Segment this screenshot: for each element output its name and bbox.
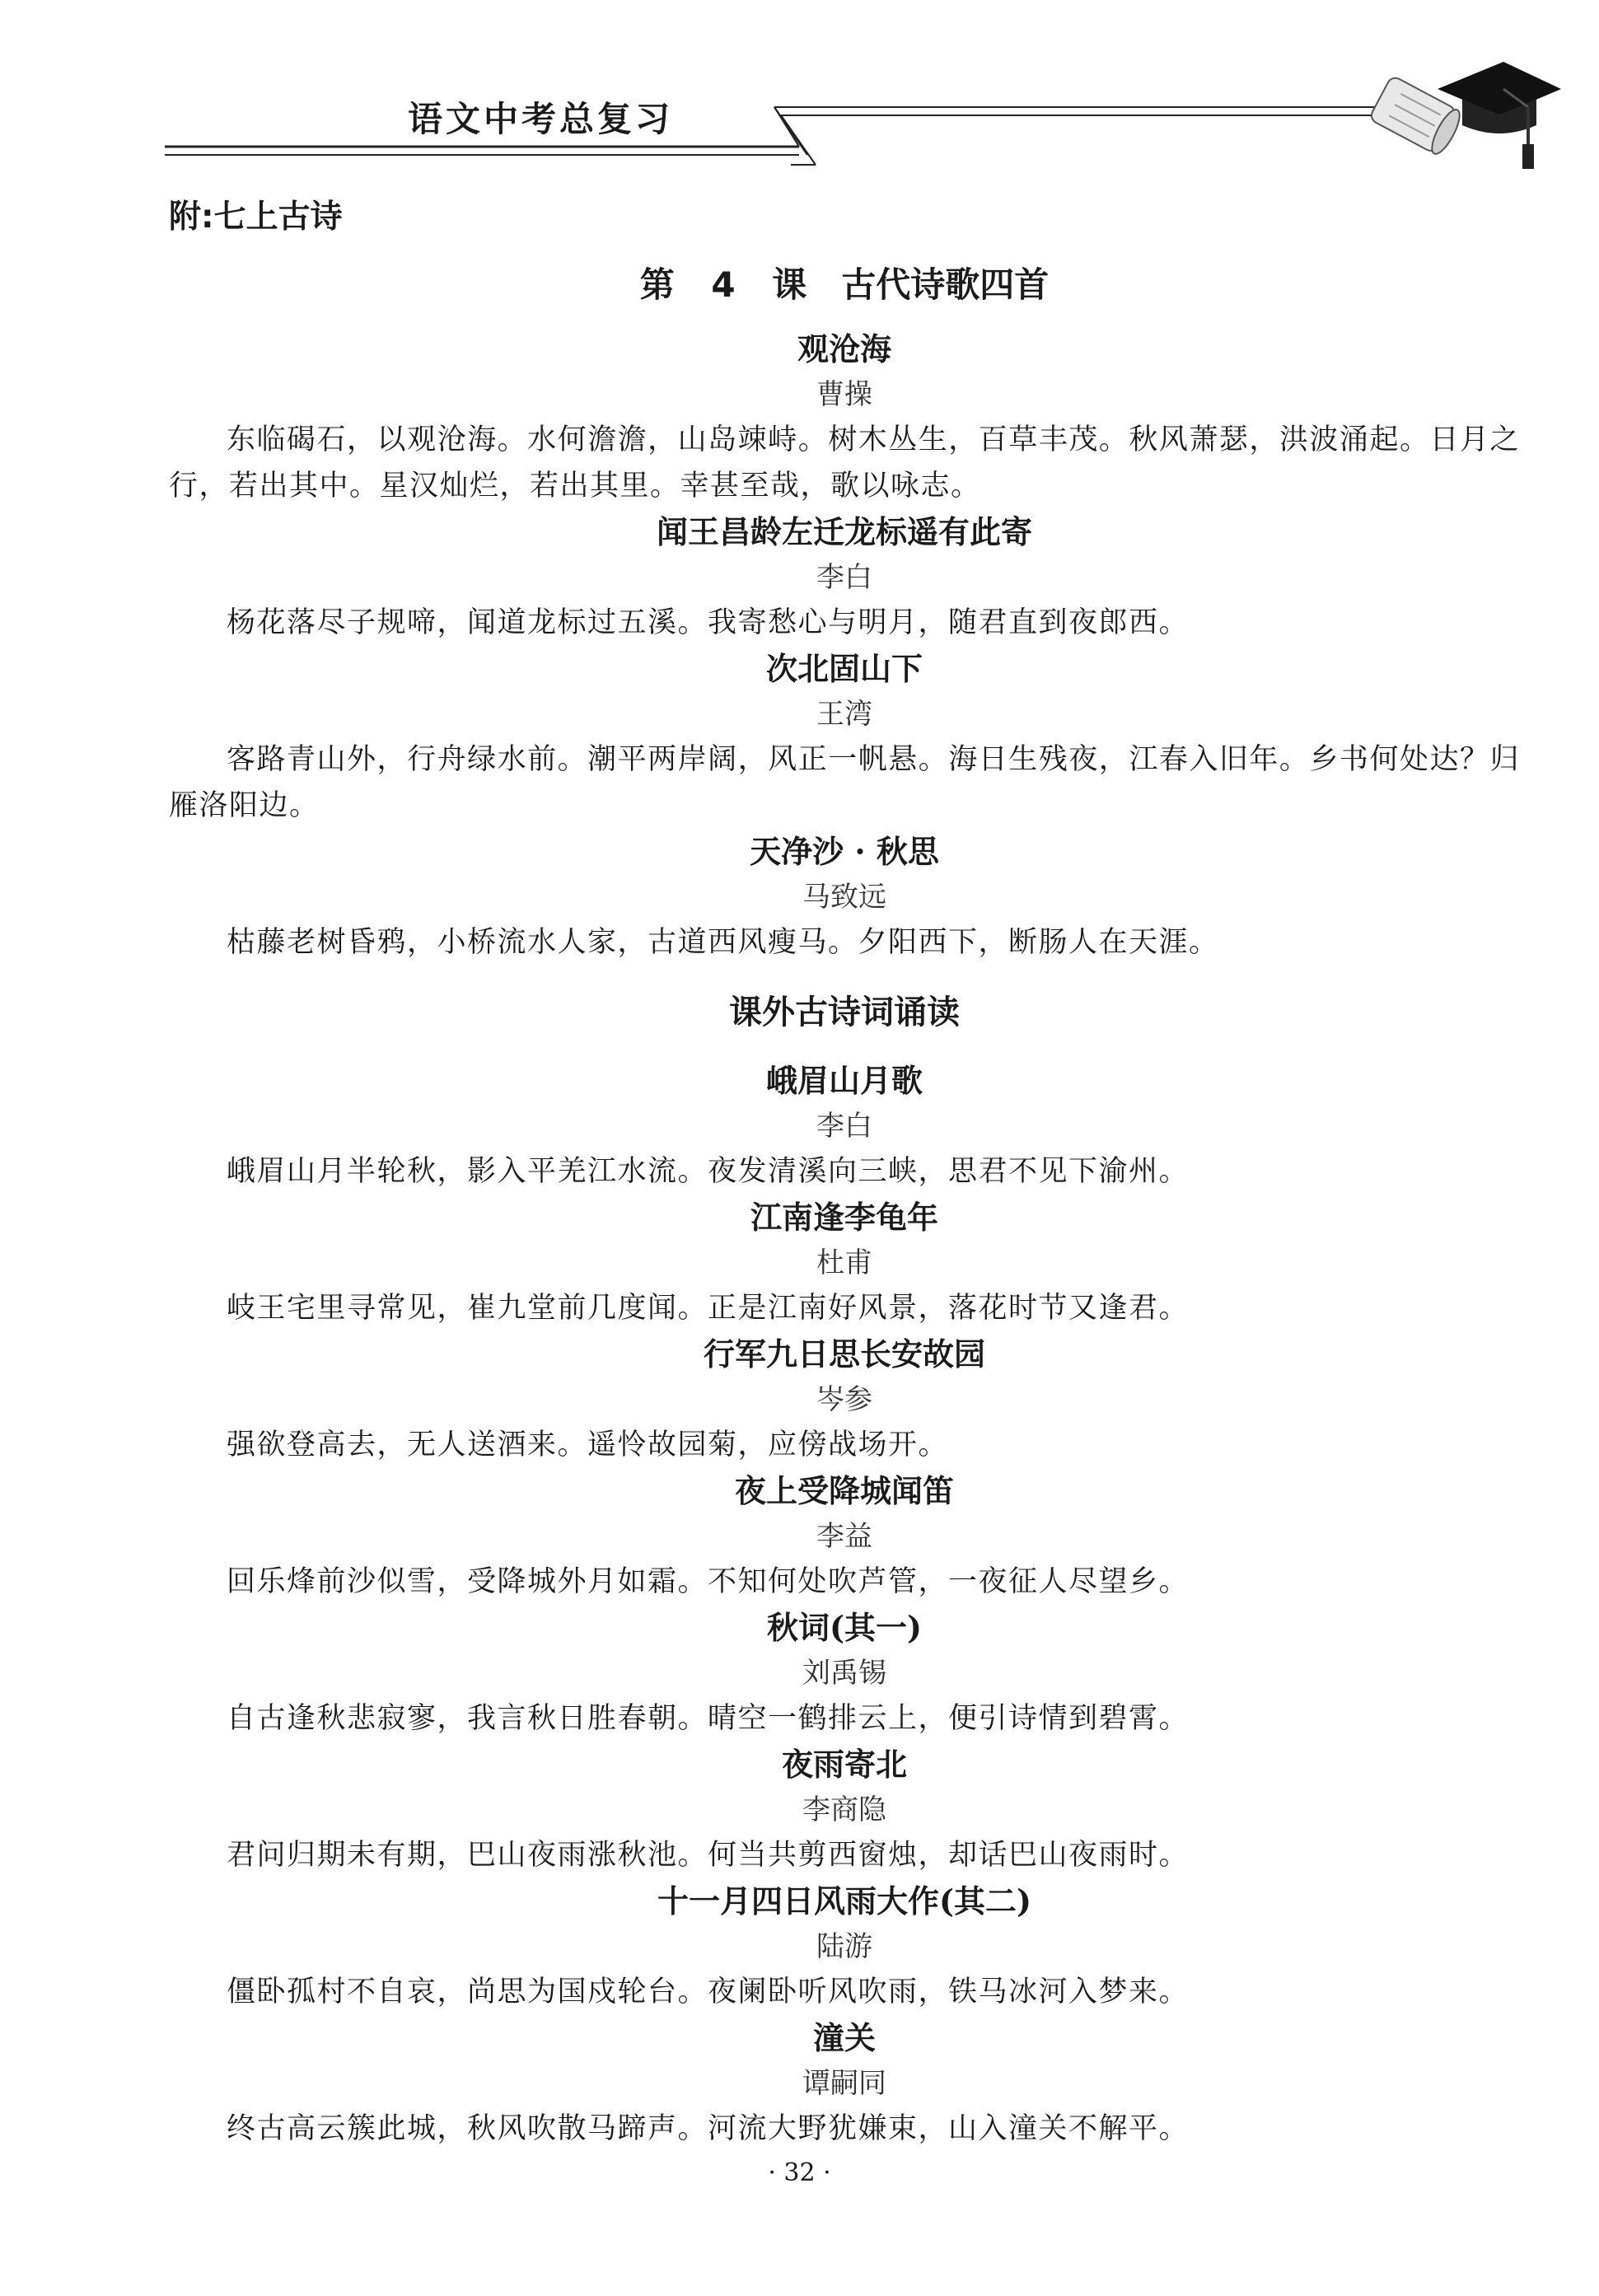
- poem-author: 杜甫: [816, 1246, 872, 1279]
- poem-title: 江南逢李龟年: [750, 1199, 938, 1236]
- poem-block: [169, 829, 1520, 966]
- poem-block: [169, 509, 1520, 646]
- poem-block: [169, 1331, 1520, 1468]
- poem-text: 东临碣石，以观沧海。水何澹澹，山岛竦峙。树木丛生，百草丰茂。秋风萧瑟，洪波涌起。日月之行，若出其中。星汉灿烂，若出其里。幸甚至哉，歌以咏志。: [169, 423, 1520, 503]
- poem-block: [169, 1605, 1520, 1742]
- poem-title: 天净沙 · 秋思: [750, 833, 939, 870]
- poem-author: 谭嗣同: [802, 2067, 886, 2100]
- poem-title: 潼关: [812, 2019, 876, 2056]
- appendix-title: 附:七上古诗: [169, 199, 343, 236]
- poem-title: 峨眉山月歌: [765, 1062, 923, 1099]
- poem-author: 曹操: [816, 378, 872, 411]
- poem-text: 回乐烽前沙似雪，受降城外月如霜。不知何处吹芦管，一夜征人尽望乡。: [227, 1565, 1190, 1598]
- poem-title: 夜雨寄北: [781, 1746, 907, 1783]
- poem-author: 李白: [816, 561, 872, 594]
- poem-text: 终古高云簇此城，秋风吹散马蹄声。河流大野犹嫌束，山入潼关不解平。: [227, 2112, 1190, 2145]
- poem-title: 次北固山下: [765, 650, 923, 687]
- poem-author: 王湾: [816, 698, 872, 731]
- poem-title: 观沧海: [797, 330, 891, 367]
- poem-author: 刘禹锡: [802, 1657, 886, 1690]
- poem-block: [169, 1195, 1520, 1331]
- page-header: [165, 49, 1565, 189]
- poem-author: 岑参: [816, 1383, 872, 1416]
- book-title: 语文中考总复习: [408, 99, 674, 139]
- graduation-cap-icon: [1433, 49, 1565, 173]
- poem-title: 夜上受降城闻笛: [734, 1472, 954, 1509]
- poem-block: [169, 1058, 1520, 1195]
- section-title: 课外古诗词诵读: [729, 994, 960, 1031]
- poem-author: 李益: [816, 1520, 872, 1553]
- poem-title: 秋词(其一): [767, 1609, 922, 1646]
- poem-text: 君问归期未有期，巴山夜雨涨秋池。何当共剪西窗烛，却话巴山夜雨时。: [227, 1839, 1190, 1872]
- poem-author: 李商隐: [802, 1793, 886, 1826]
- poem-author: 李白: [816, 1110, 872, 1143]
- main-content: [169, 255, 1520, 2152]
- lesson-title: 第 4 课 古代诗歌四首: [639, 264, 1050, 305]
- poem-text: 枯藤老树昏鸦，小桥流水人家，古道西风瘦马。夕阳西下，断肠人在天涯。: [227, 926, 1219, 959]
- poem-text: 强欲登高去，无人送酒来。遥怜故园菊，应傍战场开。: [227, 1429, 949, 1461]
- poem-author: 马致远: [802, 881, 886, 914]
- poem-text: 杨花落尽子规啼，闻道龙标过五溪。我寄愁心与明月，随君直到夜郎西。: [227, 606, 1190, 639]
- poem-block: [169, 1742, 1520, 1878]
- poem-title: 行军九日思长安故园: [703, 1335, 985, 1372]
- poem-text: 僵卧孤村不自哀，尚思为国戍轮台。夜阑卧听风吹雨，铁马冰河入梦来。: [227, 1976, 1190, 2008]
- poem-block: [169, 1468, 1520, 1605]
- poem-block: [169, 2015, 1520, 2152]
- page-number: · 32 ·: [768, 2158, 831, 2187]
- poem-text: 自古逢秋悲寂寥，我言秋日胜春朝。晴空一鹤排云上，便引诗情到碧霄。: [227, 1702, 1190, 1735]
- poem-title: 闻王昌龄左迁龙标遥有此寄: [656, 513, 1032, 550]
- poem-block: [169, 326, 1520, 509]
- poem-block: [169, 1878, 1520, 2015]
- poem-author: 陆游: [816, 1930, 872, 1963]
- poem-text: 峨眉山月半轮秋，影入平羌江水流。夜发清溪向三峡，思君不见下渝州。: [227, 1155, 1190, 1188]
- poem-text: 岐王宅里寻常见，崔九堂前几度闻。正是江南好风景，落花时节又逢君。: [227, 1292, 1190, 1325]
- poem-text: 客路青山外，行舟绿水前。潮平两岸阔，风正一帆悬。海日生残夜，江春入旧年。乡书何处达？归雁洛阳边。: [169, 743, 1520, 822]
- poem-block: [169, 646, 1520, 829]
- poem-title: 十一月四日风雨大作(其二): [657, 1882, 1031, 1920]
